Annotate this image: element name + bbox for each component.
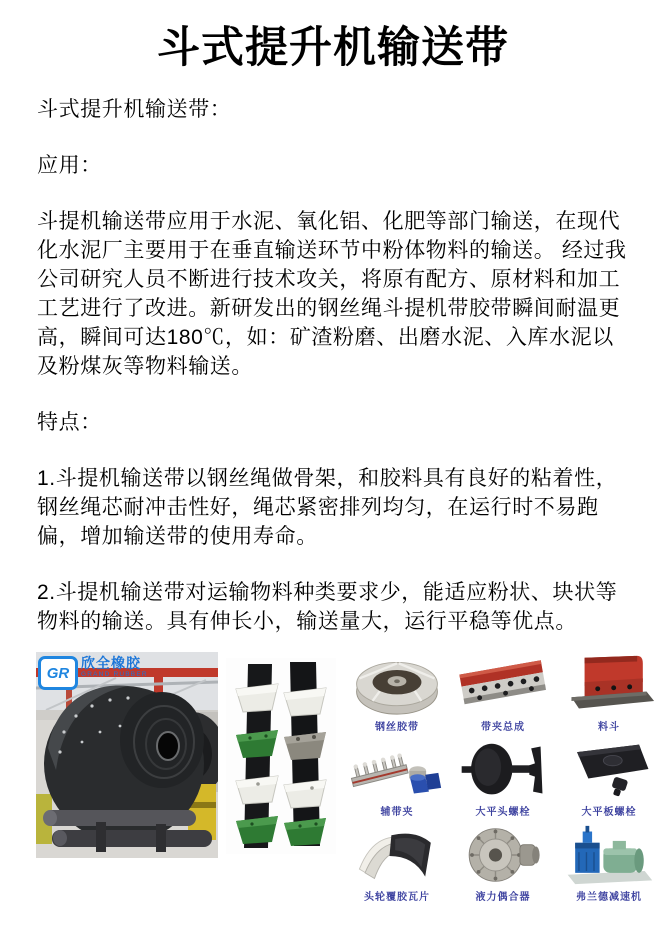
paragraph-features-heading: 特点： (37, 411, 102, 434)
thumb-flat-plate-bolt (561, 739, 657, 801)
paragraph-feature-1: 1.斗提机输送带以钢丝绳做骨架，和胶料具有良好的粘着性，钢丝绳芯耐冲击性好，绳芯紧密排列均匀，在运行时不易跑偏，增加输送带的使用寿命。 (37, 467, 618, 548)
part-item-flender-reducer (556, 824, 662, 909)
part-label: 头轮覆胶瓦片 (364, 892, 430, 903)
paragraph-application-heading: 应用： (37, 154, 102, 177)
brand-name-cn: 欣全橡胶 (81, 655, 141, 671)
part-item-head-wheel-rubber-tile (344, 824, 450, 909)
photo-belt-roll-factory (36, 652, 218, 858)
part-label: 辅带夹 (380, 807, 414, 818)
part-item-fluid-coupling (450, 824, 556, 909)
part-label: 钢丝胶带 (375, 722, 419, 733)
brand-logo (38, 656, 148, 690)
part-label: 大平头螺栓 (475, 807, 531, 818)
thumb-hopper-bucket (561, 654, 657, 716)
part-item-belt-clamp-assembly (450, 654, 556, 739)
part-label: 料斗 (598, 722, 620, 733)
bucket-display-image (226, 658, 336, 854)
parts-grid (344, 654, 662, 909)
part-item-steel-cord-belt (344, 654, 450, 739)
thumb-fluid-coupling (455, 824, 551, 886)
thumb-head-wheel-rubber-tile (349, 824, 445, 886)
part-label: 带夹总成 (481, 722, 525, 733)
thumb-flender-reducer (561, 824, 657, 886)
part-label: 液力偶合器 (475, 892, 531, 903)
part-label: 大平板螺栓 (581, 807, 637, 818)
brand-logo-text (81, 656, 148, 679)
article-body (37, 95, 631, 636)
product-gallery (36, 652, 662, 909)
thumb-flat-head-bolt (455, 739, 551, 801)
photo-bucket-display (226, 658, 336, 854)
paragraph-feature-2: 2.斗提机输送带对运输物料种类要求少，能适应粉状、块状等物料的输送。具有伸长小，输送量大，运行平稳等优点。 (37, 581, 618, 633)
thumb-steel-cord-belt (349, 654, 445, 716)
page-title: 斗式提升机输送带 (157, 24, 509, 72)
part-item-hopper-bucket (556, 654, 662, 739)
part-item-belt-clip (344, 739, 450, 824)
gr-logo-icon: GR (38, 656, 78, 690)
thumb-belt-clamp-assembly (455, 654, 551, 716)
paragraph-product-heading: 斗式提升机输送带： (37, 98, 232, 121)
part-label: 弗兰德减速机 (576, 892, 642, 903)
thumb-belt-clip (349, 739, 445, 801)
part-item-flat-head-bolt (450, 739, 556, 824)
brand-name-en: GRAND RUBBER (81, 671, 148, 678)
part-item-flat-plate-bolt (556, 739, 662, 824)
paragraph-application-text: 斗提机输送带应用于水泥、氧化铝、化肥等部门输送，在现代化水泥厂主要用于在垂直输送环节中粉体物料的输送。 经过我公司研究人员不断进行技术攻关，将原有配方、原材料和加工工艺进行了改进。新研发出的钢丝绳斗提机带胶带瞬间耐温更高，瞬间可达180℃，如：矿渣粉磨、出磨水泥、入库水泥以及粉煤灰等物料输送。 (37, 210, 627, 378)
